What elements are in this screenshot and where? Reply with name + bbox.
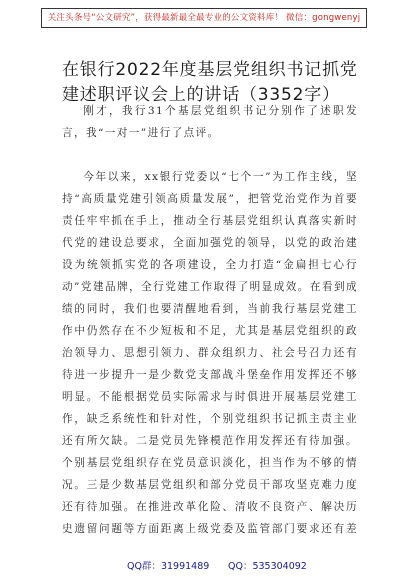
paragraph-main: 今年以来，xx银行党委以“七个一”为工作主线，坚持“高质量党建引领高质量发展”，把管党治党作为首要责任牢牢抓在手上，推动全行基层党组织认真落实新时代党的建设总要求，全面加强党的领导，以党的政治建设为统领抓实党的各项建设，全力打造“金扁担七心行动”党建品牌，全行党建工作取得了明显成效。在看到成绩的同时，我们也要清醒地看到，当前我行基层党建工作中仍然存在不少短板和不足，尤其是基层党组织的政治领导力、思想引领力、群众组织力、社会号召力还有待进一步提升一是少数党支部战斗堡垒作用发挥还不够明显。不能根据党员实际需求与时俱进开展基层党建工作，缺乏系统性和针对性，个别党组织书记抓主责主业还有所欠缺。二是党员先锋模范作用发挥还有待加强。个别基层党组织存在党员意识淡化，担当作为不够的情况。三是少数基层党组织和部分党员干部攻坚克难力度还有待加强。在推进改革化险、清收不良资产、解决历史遗留问题等方面距离上级党委及监管部门要求还有差 <box>62 171 358 535</box>
qq-group-link[interactable]: QQ群：31991489 <box>127 561 210 572</box>
document-body <box>62 100 358 538</box>
qq-contact-link[interactable]: QQ：535304092 <box>228 561 307 572</box>
banner-text: 关注头条号“公文研究”，获得最新最全最专业的公文资料库！ 微信：gongwenyj <box>47 13 361 23</box>
top-banner <box>41 8 367 28</box>
document-title: 在银行2022年度基层党组织书记抓党建述职评议会上的讲话（3352字） <box>62 60 358 105</box>
footer-bar <box>0 560 408 574</box>
paragraph-opening: 刚才，我行31个基层党组织书记分别作了述职发言，我“一对一”进行了点评。 <box>62 105 358 139</box>
